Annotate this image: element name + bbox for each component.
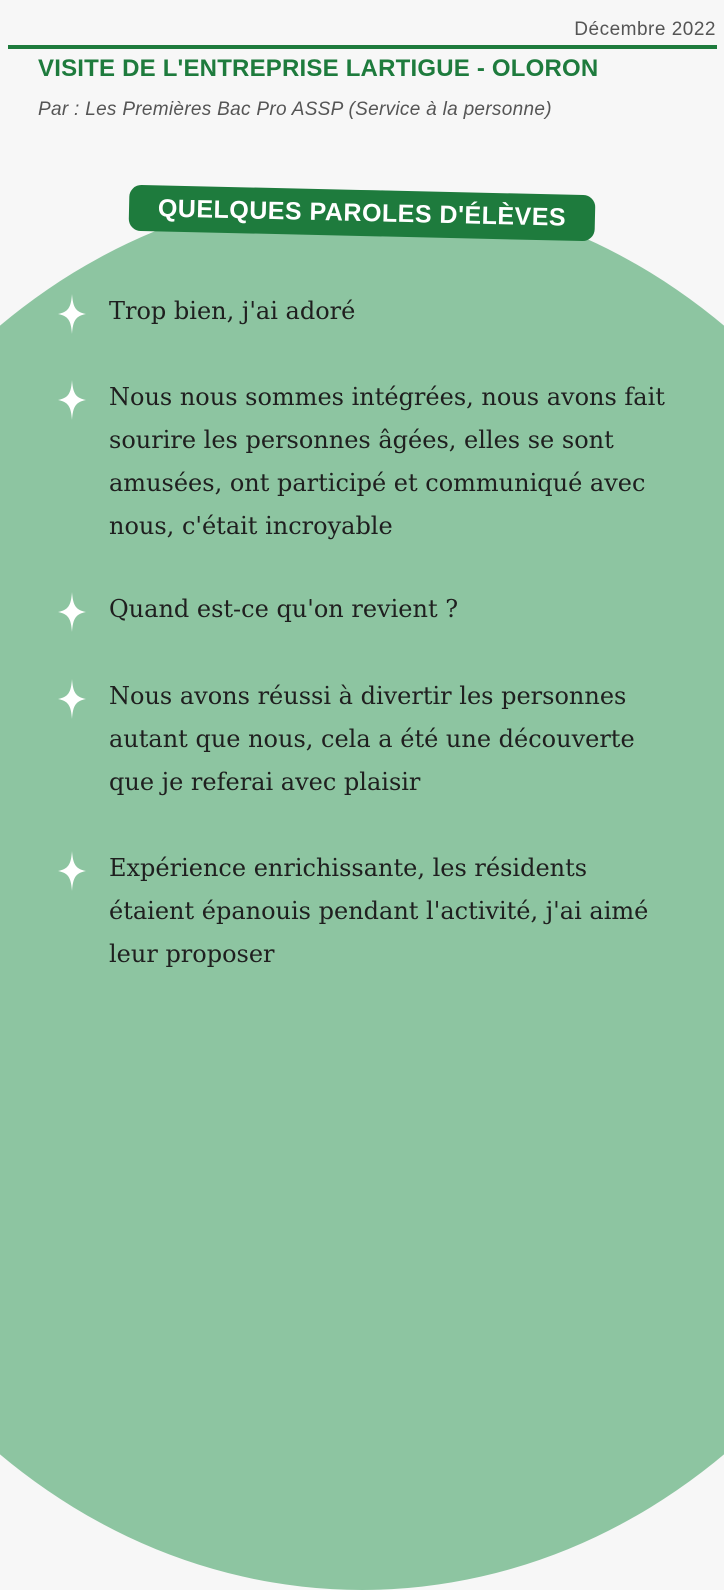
sparkle-icon [58,294,86,334]
header-divider [8,45,717,49]
quote-text: Nous nous sommes intégrées, nous avons fait sourire les personnes âgées, elles se sont amusées, ont participé et communiqué avec nous, c'était incroyable [109,383,665,540]
page-title: VISITE DE L'ENTREPRISE LARTIGUE - OLORON [38,55,599,82]
quote-text: Quand est-ce qu'on revient ? [109,595,459,623]
section-banner-label: QUELQUES PAROLES D'ÉLÈVES [157,193,567,232]
sparkle-icon [58,851,86,891]
quote-text: Nous avons réussi à divertir les personnes autant que nous, cela a été une découverte que je referai avec plaisir [109,682,635,796]
date-label: Décembre 2022 [574,19,716,40]
quote-text: Expérience enrichissante, les résidents étaient épanouis pendant l'activité, j'ai aimé leur proposer [109,854,649,968]
sparkle-icon [58,679,86,719]
sparkle-icon [58,592,86,632]
page-subtitle: Par : Les Premières Bac Pro ASSP (Service à la personne) [38,99,552,120]
quote-text: Trop bien, j'ai adoré [109,297,356,325]
sparkle-icon [58,380,86,420]
